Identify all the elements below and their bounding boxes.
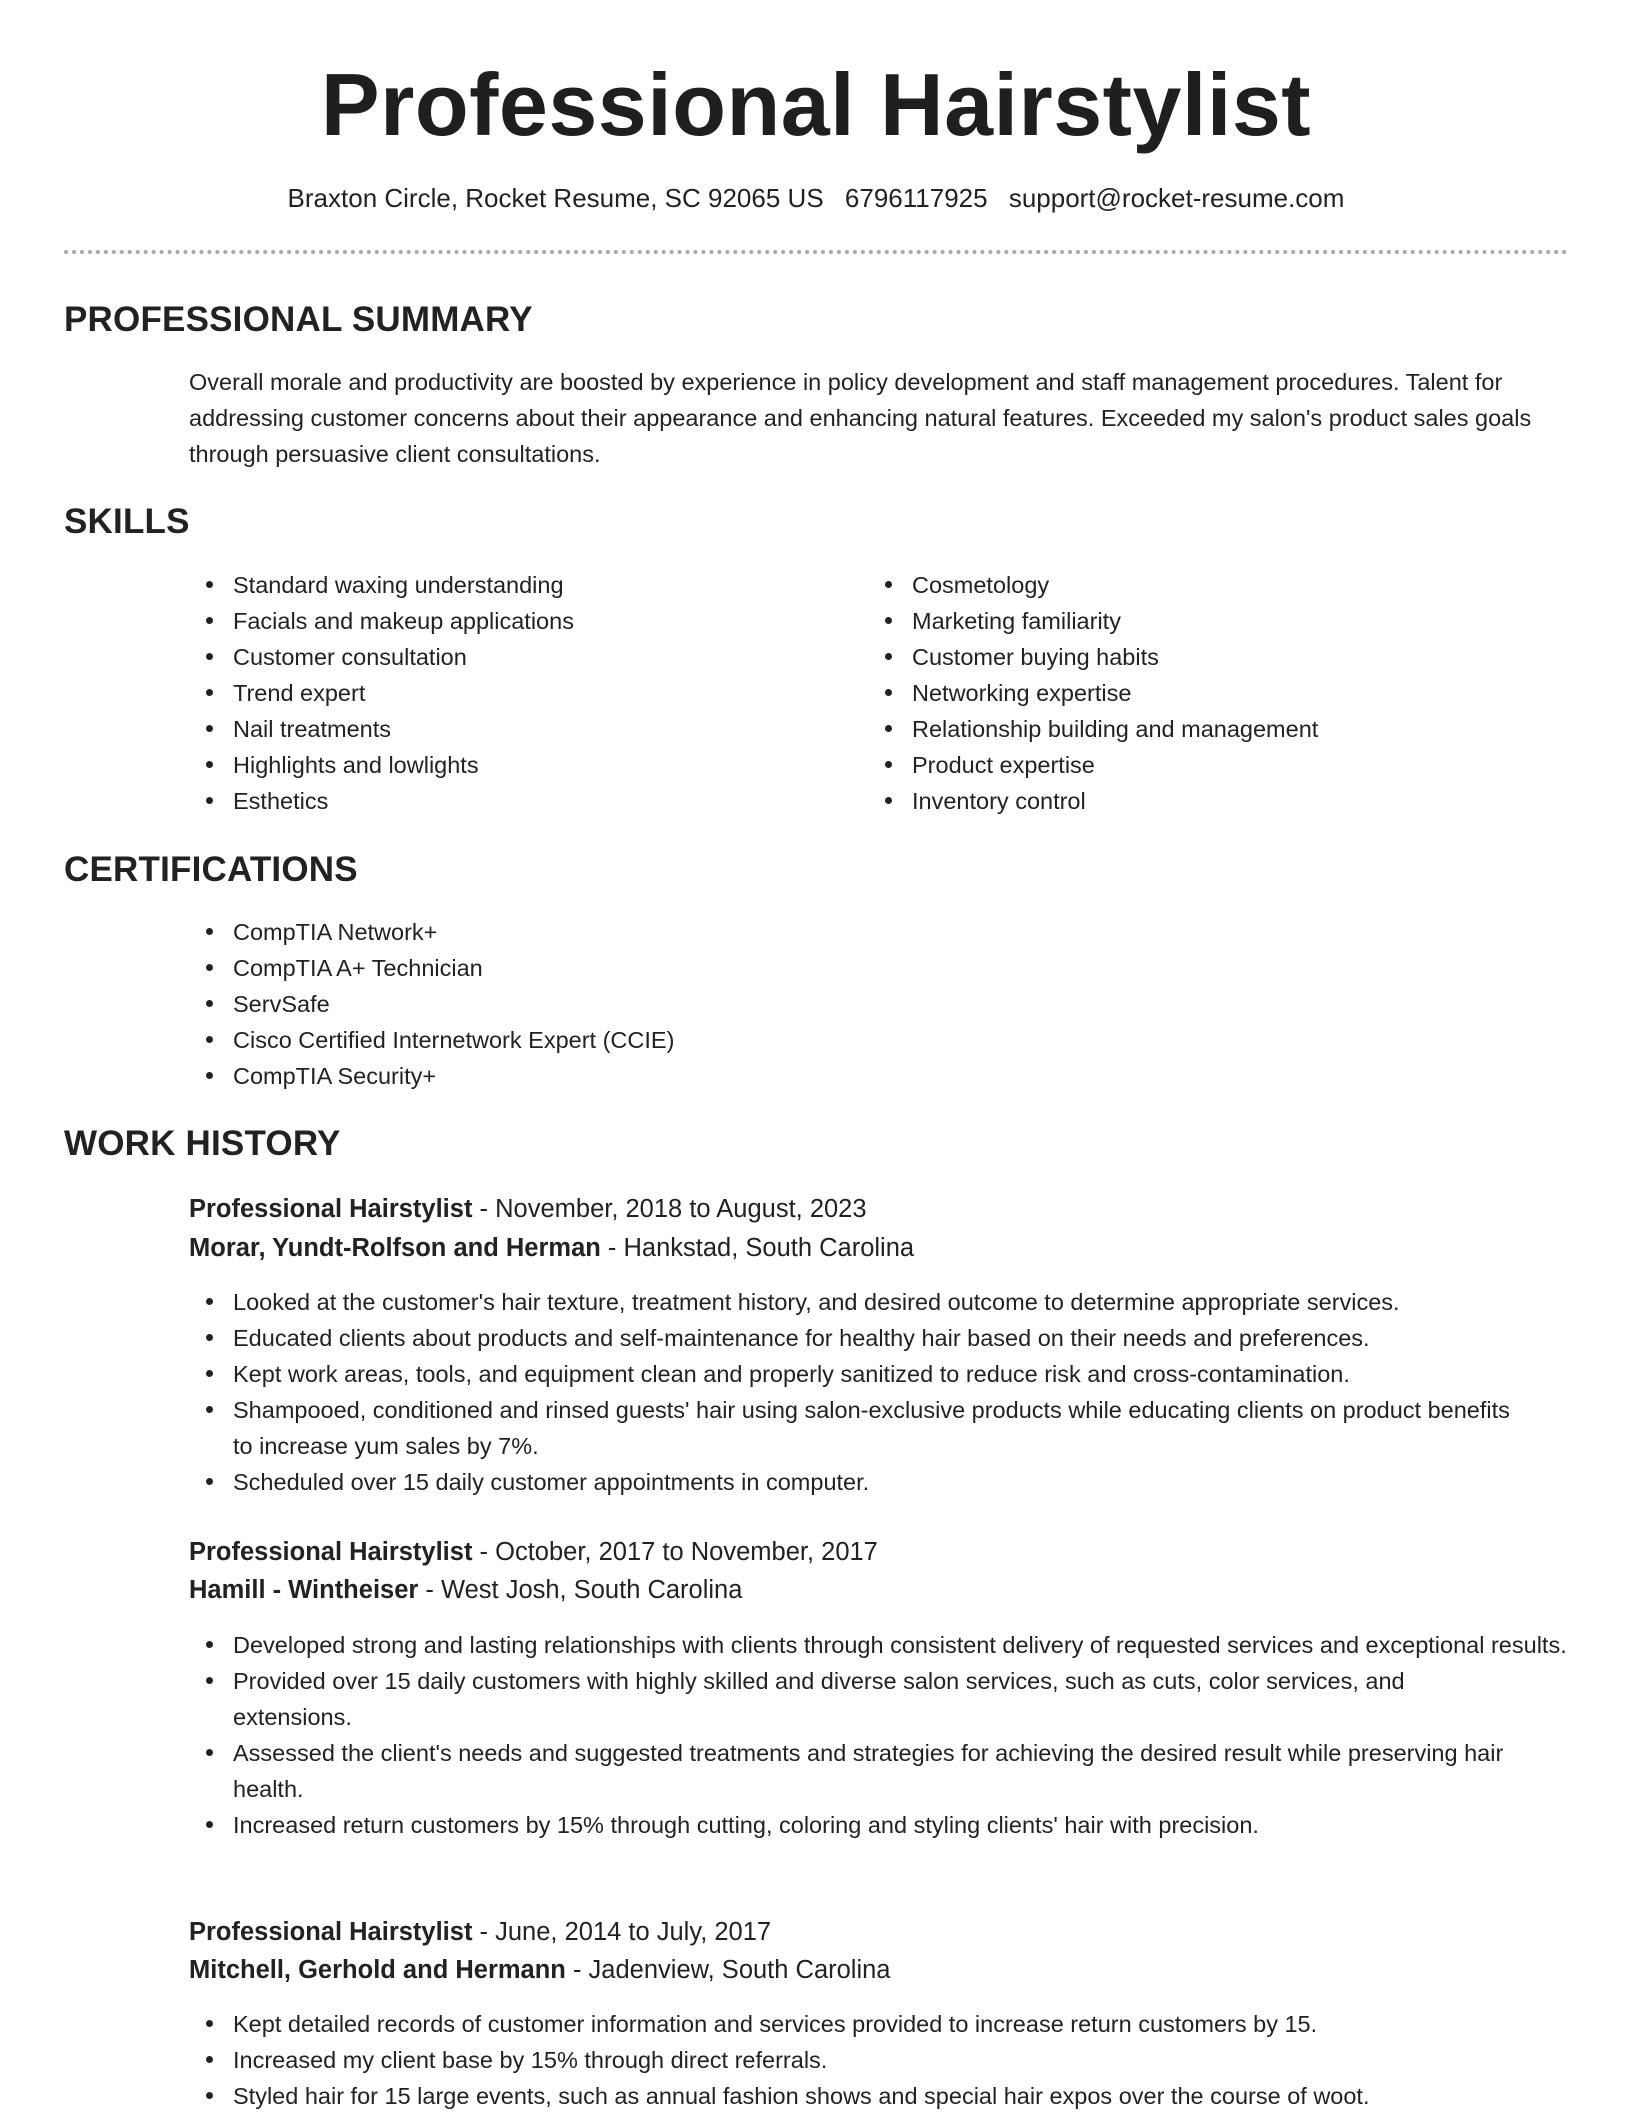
job-bullet: Styled hair for 15 large events, such as annual fashion shows and special hair expos over the course of woot. [189,2078,1569,2112]
skill-item: Standard waxing understanding [189,567,829,603]
contact-phone: 6796117925 [844,183,988,213]
certifications-list [189,914,1549,1094]
skill-item: Nail treatments [189,711,829,747]
job-company-line [189,1572,742,1608]
skill-item: Facials and makeup applications [189,603,829,639]
skill-item: Esthetics [189,783,829,819]
certifications-heading: CERTIFICATIONS [64,850,358,889]
certification-item: ServSafe [189,986,1549,1022]
job-company-line [189,1952,891,1988]
job-bullet: Educated clients about products and self-maintenance for healthy hair based on their needs and preferences. [189,1320,1569,1356]
skill-item: Inventory control [868,783,1548,819]
job-bullet: Scheduled over 15 daily customer appointments in computer. [189,1464,1569,1500]
skill-item: Networking expertise [868,675,1548,711]
job-dates: - June, 2014 to July, 2017 [472,1918,772,1946]
job-bullet: Increased my client base by 15% through direct referrals. [189,2042,1569,2078]
job-bullet: Shampooed, conditioned and rinsed guests' hair using salon-exclusive products while educating clients on product benefits to increase yum sales by 7%. [189,1392,1569,1464]
skills-list-left [189,567,829,819]
certification-item: CompTIA A+ Technician [189,950,1549,986]
job-location: - West Josh, South Carolina [418,1576,743,1604]
job-location: - Hankstad, South Carolina [600,1234,915,1262]
job-role: Professional Hairstylist [189,1538,473,1566]
skill-item: Customer buying habits [868,639,1548,675]
skill-item: Highlights and lowlights [189,747,829,783]
job-dates: - November, 2018 to August, 2023 [472,1195,867,1223]
job-company-line [189,1230,914,1266]
job-bullet: Kept work areas, tools, and equipment clean and properly sanitized to reduce risk and cross-contamination. [189,1356,1569,1392]
job-bullet: Provided over 15 daily customers with highly skilled and diverse salon services, such as cuts, color services, and extensions. [189,1663,1569,1735]
job-bullets [189,1284,1569,1500]
job-bullet: Looked at the customer's hair texture, treatment history, and desired outcome to determine appropriate services. [189,1284,1569,1320]
skill-item: Cosmetology [868,567,1548,603]
certification-item: CompTIA Network+ [189,914,1549,950]
contact-email[interactable]: support@rocket-resume.com [1008,183,1345,213]
skill-item: Customer consultation [189,639,829,675]
skills-heading: SKILLS [64,502,190,541]
skill-item: Marketing familiarity [868,603,1548,639]
skill-item: Relationship building and management [868,711,1548,747]
skills-list-right [868,567,1548,819]
contact-line [0,180,1632,216]
certification-item: CompTIA Security+ [189,1058,1549,1094]
job-bullets [189,1627,1569,1843]
skill-item: Product expertise [868,747,1548,783]
job-title-line [189,1914,771,1950]
header-divider [64,250,1568,254]
skill-item: Trend expert [189,675,829,711]
job-company: Morar, Yundt-Rolfson and Herman [189,1234,601,1262]
job-company: Hamill - Wintheiser [189,1576,419,1604]
contact-address: Braxton Circle, Rocket Resume, SC 92065 US [287,183,824,213]
job-title-line [189,1191,867,1227]
job-bullet: Assessed the client's needs and suggested treatments and strategies for achieving the desired result while preserving hair health. [189,1735,1569,1807]
job-location: - Jadenview, South Carolina [565,1956,891,1984]
job-company: Mitchell, Gerhold and Hermann [189,1956,566,1984]
page-title: Professional Hairstylist [320,55,1312,154]
job-bullets [189,2006,1569,2112]
job-title-line [189,1534,878,1570]
job-role: Professional Hairstylist [189,1195,473,1223]
job-bullet: Developed strong and lasting relationships with clients through consistent delivery of requested services and exceptional results. [189,1627,1569,1663]
job-dates: - October, 2017 to November, 2017 [472,1538,878,1566]
work-history-heading: WORK HISTORY [64,1124,341,1163]
job-role: Professional Hairstylist [189,1918,473,1946]
job-bullet: Kept detailed records of customer information and services provided to increase return customers by 15. [189,2006,1569,2042]
summary-text: Overall morale and productivity are boosted by experience in policy development and staff management procedures. Talent for addressing customer concerns about their appearance and enhancing natural features. Exceeded my salon's product sales goals through persuasive client consultations. [189,369,1532,467]
certification-item: Cisco Certified Internetwork Expert (CCIE) [189,1022,1549,1058]
job-bullet: Increased return customers by 15% through cutting, coloring and styling clients' hair with precision. [189,1807,1569,1843]
summary-heading: PROFESSIONAL SUMMARY [64,300,533,339]
